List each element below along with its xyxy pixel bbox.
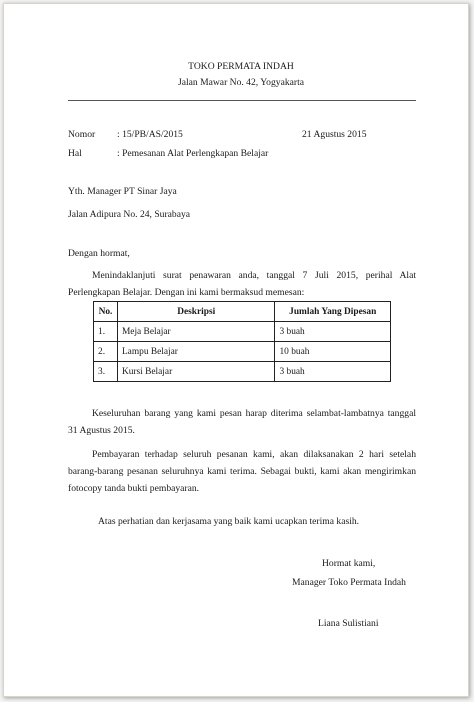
table-cell: Kursi Belajar: [117, 362, 275, 382]
letter-date: 21 Agustus 2015: [302, 129, 367, 140]
table-header-row: [94, 302, 391, 322]
payment-paragraph: Pembayaran terhadap seluruh pesanan kami, akan dilaksanakan 2 hari setelah barang-barang pesanan seluruhnya kami terima. Sebagai bukti, kami akan mengirimkan fotocopy tanda bukti pembayaran.: [68, 449, 416, 494]
table-header: Deskripsi: [117, 302, 275, 322]
recipient-name: Yth. Manager PT Sinar Jaya: [68, 186, 177, 197]
table-cell: Lampu Belajar: [117, 342, 275, 362]
header-divider: [68, 100, 416, 101]
signature-name: Liana Sulistiani: [318, 618, 379, 629]
hal-value: : Pemesanan Alat Perlengkapan Belajar: [117, 148, 269, 159]
table-cell: 3 buah: [275, 362, 391, 382]
intro-paragraph: Menindaklanjuti surat penawaran anda, tanggal 7 Juli 2015, perihal Alat Perlengkapan Belajar. Dengan ini kami bermaksud memesan:: [68, 270, 416, 298]
delivery-paragraph: Keseluruhan barang yang kami pesan harap diterima selambat-lambatnya tanggal 31 Agustus 2015.: [68, 408, 416, 436]
table-cell: 1.: [94, 322, 118, 342]
table-cell: 2.: [94, 342, 118, 362]
table-header: Jumlah Yang Dipesan: [275, 302, 391, 322]
nomor-label: Nomor: [68, 129, 96, 140]
table-header: No.: [94, 302, 118, 322]
nomor-value: : 15/PB/AS/2015: [117, 129, 183, 140]
company-address: Jalan Mawar No. 42, Yogyakarta: [177, 77, 305, 88]
table-cell: 3 buah: [275, 322, 391, 342]
order-table: [93, 301, 391, 382]
closing-paragraph: Atas perhatian dan kerjasama yang baik kami ucapkan terima kasih.: [98, 516, 360, 527]
table-cell: 3.: [94, 362, 118, 382]
signature-greeting: Hormat kami,: [322, 558, 376, 569]
table-cell: Meja Belajar: [117, 322, 275, 342]
company-name: TOKO PERMATA INDAH: [188, 61, 294, 72]
hal-label: Hal: [68, 148, 82, 159]
table-cell: 10 buah: [275, 342, 391, 362]
signature-title: Manager Toko Permata Indah: [292, 577, 406, 588]
salutation: Dengan hormat,: [68, 248, 130, 259]
table-row: [94, 322, 391, 342]
letter-page: [3, 3, 469, 697]
table-row: [94, 342, 391, 362]
recipient-address: Jalan Adipura No. 24, Surabaya: [68, 209, 191, 220]
table-row: [94, 362, 391, 382]
